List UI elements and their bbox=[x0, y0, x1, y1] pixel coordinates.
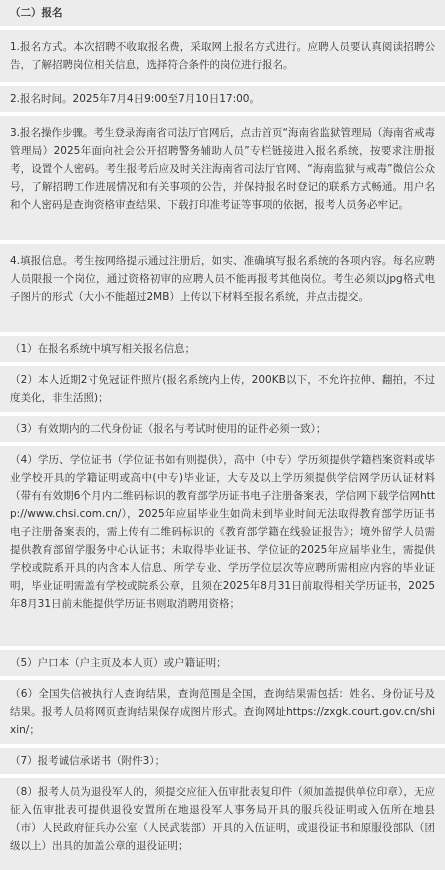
list-item-block bbox=[0, 650, 445, 676]
list-item-block bbox=[0, 446, 445, 646]
list-item-block bbox=[0, 748, 445, 774]
list-item-block bbox=[0, 680, 445, 744]
list-item-veterans: （8）报考人员为退役军人的，须提交应征入伍审批表复印件（须加盖提供单位印章），无应征入伍审批表可提供退役安置所在地退役军人事务局开具的服兵役证明或入伍所在地县（市）人民政府征兵办公室（人民武装部）开具的入伍证明，或退役证书和原服役部队（团级以上）出具的加盖公章的退役证明； bbox=[10, 786, 435, 852]
paragraph-block bbox=[0, 30, 445, 82]
list-item-block bbox=[0, 336, 445, 362]
paragraph-registration-time: 2.报名时间。2025年7月4日9:00至7月10日17:00。 bbox=[10, 93, 260, 105]
list-item-education-certificates: （4）学历、学位证书（学位证书如有则提供），高中（中专）学历须提供学籍档案资料或毕业学校开具的学籍证明或高中(中专)毕业证，大专及以上学历须提供学信网学历认证材料（带有有效期6个月内二维码标识的教育部学历证书电子注册备案表，学信网下载学信网http://www.chsi.com.cn/），2025年应届毕业生如尚未到毕业时间无法取得教育部学历证书电子注册备案表的，需上传有二维码标识的《教育部学籍在线验证报告》；境外留学人员需提供教育部留学服务中心认证书；未取得毕业证书、学位证的2025年应届毕业生，需提供学校或院系开具的内含本人信息、所学专业、学历学位层次等应聘所需相应内容的毕业证明，毕业证明需盖有学校或院系公章，且须在2025年8月31日前取得相关学历证书，2025年8月31日前未能提供学历证书则取消聘用资格； bbox=[10, 454, 435, 610]
list-item-household-register: （5）户口本（户主页及本人页）或户籍证明； bbox=[10, 657, 227, 669]
list-item-integrity-pledge: （7）报考诚信承诺书（附件3）； bbox=[10, 755, 166, 767]
paragraph-block bbox=[0, 86, 445, 112]
list-item-id-card: （3）有效期内的二代身份证（报名与考试时使用的证件必须一致）； bbox=[10, 423, 327, 435]
list-item-credit-check: （6）全国失信被执行人查询结果，查询范围是全国，查询结果需包括：姓名、身份证号及结果。报考人员将网页查询结果保存成图片形式。查询网址https://zxgk.court.gov.cn/shixin/； bbox=[10, 688, 435, 736]
list-item-block bbox=[0, 778, 445, 870]
paragraph-registration-steps: 3.报名操作步骤。考生登录海南省司法厅官网后，点击首页“海南省监狱管理局（海南省戒毒管理局）2025年面向社会公开招聘警务辅助人员”专栏链接进入报名系统，按要求注册报考，设置个人密码。考生报考后应及时关注海南省司法厅官网、“海南监狱与戒毒”微信公众号，了解招聘工作进展情况和有关事项的公告，并保持报名时登记的联系方式畅通。用户名和个人密码是查询资格审查结果、下载打印准考证等事项的依据，报考人员务必牢记。 bbox=[10, 127, 435, 211]
section-heading-block bbox=[0, 0, 445, 26]
list-item-photo: （2）本人近期2寸免冠证件照片(报名系统内上传，200KB以下，不允许拉伸、翻拍，不过度美化，非生活照)； bbox=[10, 374, 435, 404]
paragraph-block bbox=[0, 116, 445, 240]
list-item-block bbox=[0, 366, 445, 412]
list-item-block bbox=[0, 416, 445, 442]
paragraph-block bbox=[0, 244, 445, 332]
list-item-registration-info: （1）在报名系统中填写相关报名信息； bbox=[10, 343, 196, 355]
paragraph-registration-method: 1.报名方式。本次招聘不收取报名费，采取网上报名方式进行。应聘人员要认真阅读招聘公告，了解招聘岗位相关信息，选择符合条件的岗位进行报名。 bbox=[10, 41, 435, 71]
section-heading: （二）报名 bbox=[10, 7, 63, 19]
paragraph-fill-information: 4.填报信息。考生按网络提示通过注册后，如实、准确填写报名系统的各项内容。每名应聘人员限报一个岗位，通过资格初审的应聘人员不能再报考其他岗位。考生必须以jpg格式电子图片的形式（大小不能超过2MB）上传以下材料至报名系统，并点击提交。 bbox=[10, 255, 435, 303]
